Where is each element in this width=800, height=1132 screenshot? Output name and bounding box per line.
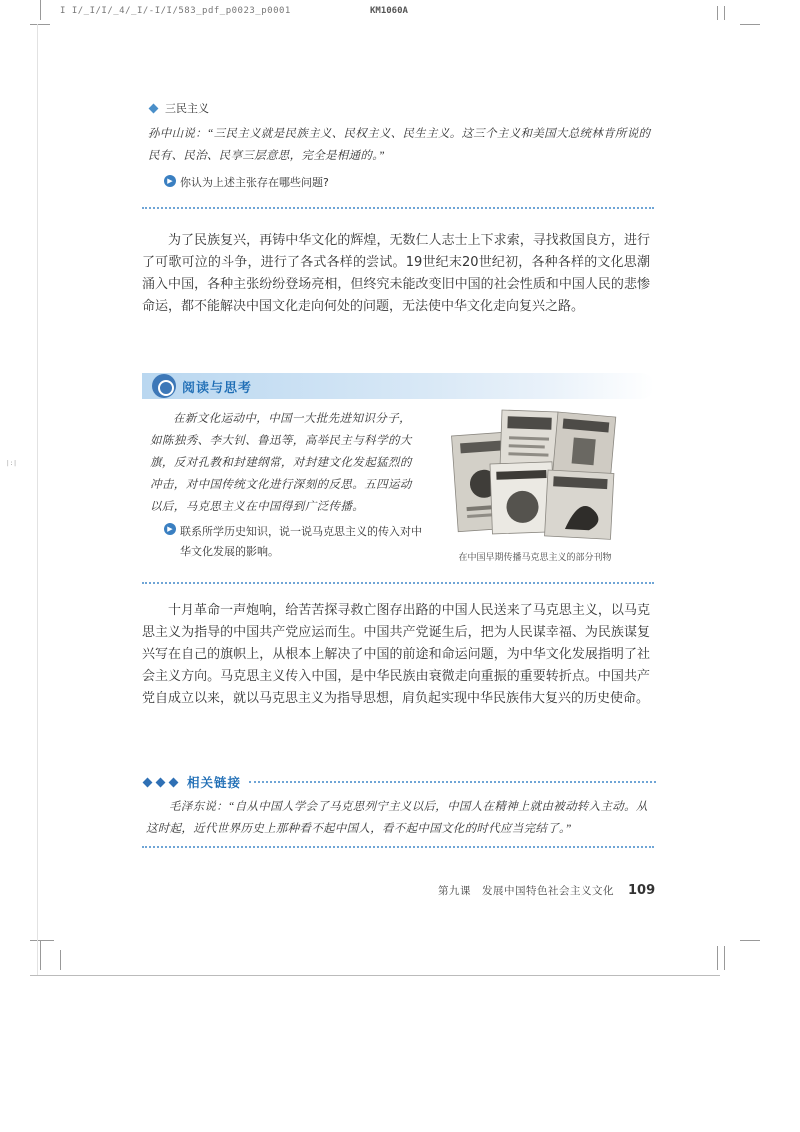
body-paragraph: 为了民族复兴，再铸中华文化的辉煌，无数仁人志士上下求索，寻找救国良方，进行了可歌可泣的斗争，进行了各式各样的尝试。19世纪末20世纪初，各种各样的文化思潮涌入中国，各种主张纷纷登场亮相，但终究未能改变旧中国的社会性质和中国人民的悲惨命运，都不能解决中国文化走向何处的问题，无法使中华文化走向复兴之路。 [142, 233, 650, 314]
question-prompt [164, 174, 329, 190]
concept-term [148, 100, 658, 116]
reading-question [164, 522, 424, 562]
journals-figure [440, 408, 630, 563]
dotted-divider [142, 582, 654, 584]
concept-quote: 孙中山说：“三民主义就是民族主义、民权主义、民生主义。这三个主义和美国大总统林肯所说的民有、民治、民享三层意思，完全是相通的。” [148, 128, 651, 162]
concept-box [148, 100, 658, 167]
dotted-divider [249, 781, 656, 783]
reading-icon [152, 374, 176, 398]
concept-term-text: 三民主义 [165, 103, 209, 115]
diamond-bullet-icon [149, 103, 159, 113]
figure-caption: 在中国早期传播马克思主义的部分刊物 [458, 553, 612, 563]
edge-mark: |:| [6, 460, 17, 467]
crop-mark [724, 946, 725, 970]
arrow-right-icon: ▶ [164, 175, 176, 187]
related-link-header [144, 773, 656, 791]
reading-title: 阅读与思考 [182, 381, 253, 396]
reading-question-text: 联系所学历史知识，说一说马克思主义的传入对中华文化发展的影响。 [180, 525, 422, 558]
dotted-divider [142, 846, 654, 848]
related-link-quote: 毛泽东说：“自从中国人学会了马克思列宁主义以后，中国人在精神上就由被动转入主动。从这时起，近代世界历史上那种看不起中国人，看不起中国文化的时代应当完结了。” [146, 801, 648, 835]
dotted-divider [142, 207, 654, 209]
crop-mark [40, 0, 41, 20]
crop-mark [724, 6, 725, 20]
crop-mark [40, 940, 41, 970]
crop-mark [717, 6, 718, 20]
related-link-title: 相关链接 [187, 775, 242, 790]
crop-mark [30, 940, 54, 941]
crop-mark [740, 940, 760, 941]
page-footer [438, 883, 655, 898]
scan-header [60, 4, 720, 18]
crop-mark [30, 24, 50, 25]
diamonds-icon [144, 779, 183, 786]
body-paragraph: 十月革命一声炮响，给苦苦探寻救亡图存出路的中国人民送来了马克思主义，以马克思主义为指导的中国共产党应运而生。中国共产党诞生后，把为人民谋幸福、为民族谋复兴写在自己的旗帜上，从根本上解决了中国的前途和命运问题，为中华文化发展指明了社会主义方向。马克思主义传入中国，是中华民族由衰微走向重振的重要转折点。中国共产党自成立以来，就以马克思主义为指导思想，肩负起实现中华民族伟大复兴的历史使命。 [142, 603, 650, 706]
page-edge [30, 975, 720, 976]
page-number: 109 [628, 883, 656, 898]
crop-mark [740, 24, 760, 25]
reading-text: 在新文化运动中，中国一大批先进知识分子，如陈独秀、李大钊、鲁迅等，高举民主与科学的大旗，反对孔教和封建纲常，对封建文化发起猛烈的冲击，对中国传统文化进行深刻的反思。五四运动以后，马克思主义在中国得到广泛传播。 [150, 413, 412, 513]
reading-banner [142, 373, 654, 399]
crop-mark [717, 946, 718, 970]
question-text: 你认为上述主张存在哪些问题? [180, 176, 329, 189]
journals-photo [440, 408, 630, 546]
page-edge [37, 24, 38, 975]
arrow-right-icon: ▶ [164, 523, 176, 535]
scan-filename: I I/_I/I/_4/_I/-I/I/583_pdf_p0023_p0001 [60, 6, 291, 16]
chapter-title: 第九课 发展中国特色社会主义文化 [438, 885, 614, 897]
scan-code: KM1060A [370, 6, 408, 16]
crop-mark [60, 950, 61, 970]
